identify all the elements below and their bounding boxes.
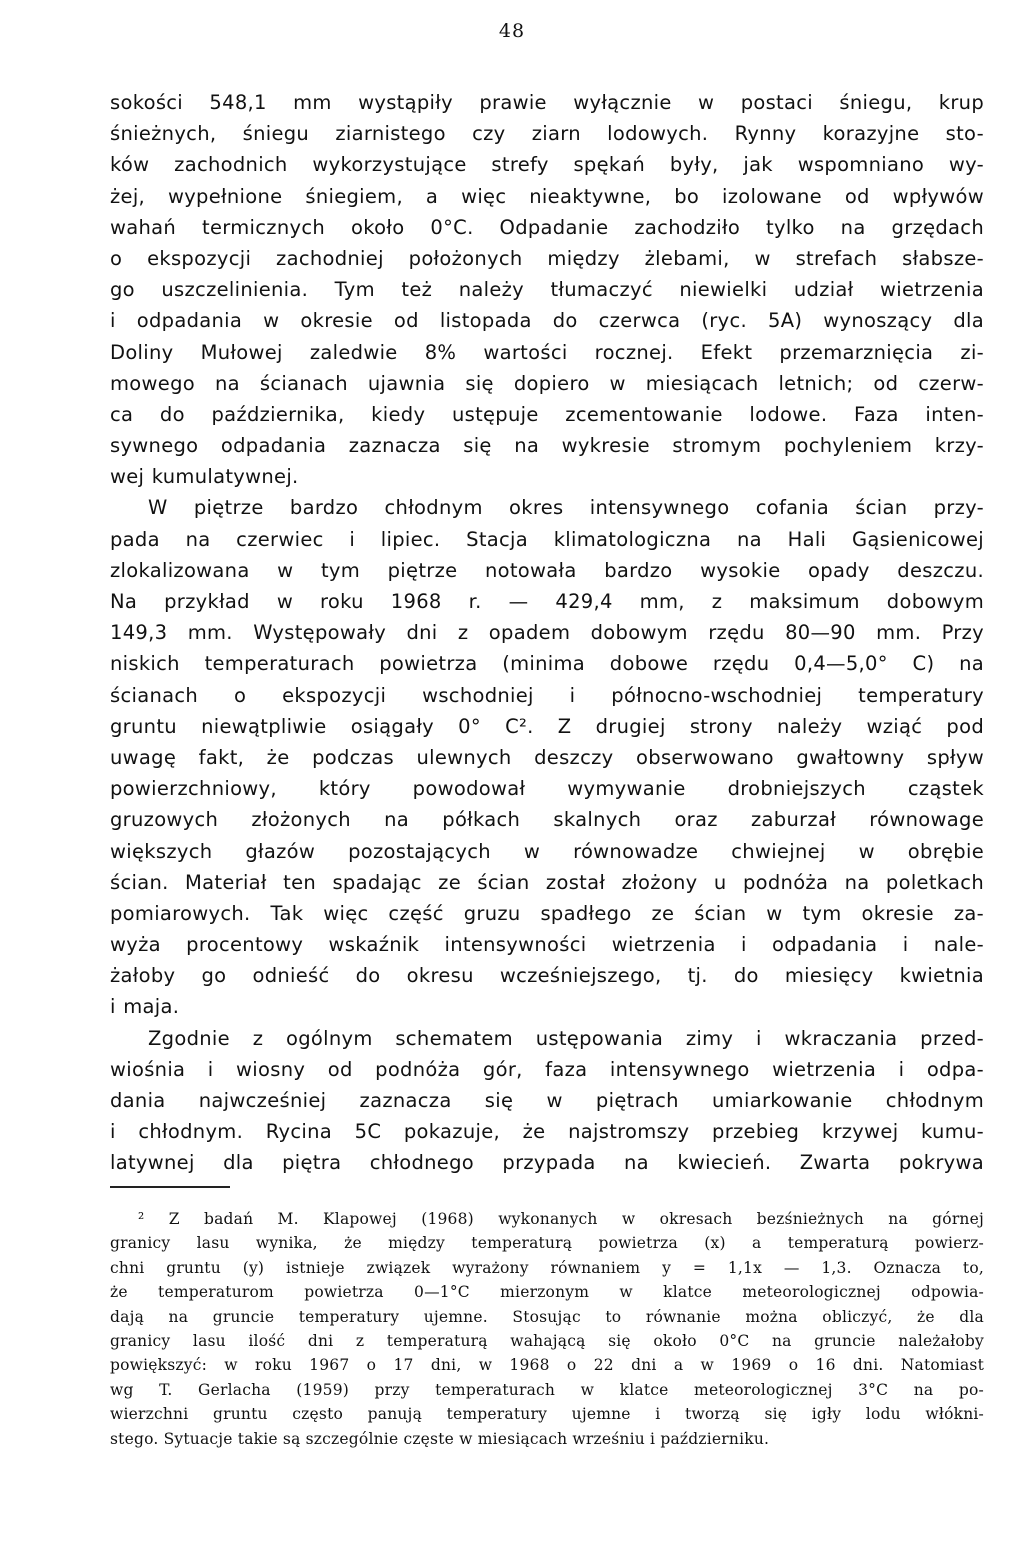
- text-line: i maja.: [110, 995, 180, 1019]
- text-line: żej, wypełnione śniegiem, a więc nieaktywne, bo izolowane od wpływów: [110, 184, 984, 208]
- text-line: W piętrze bardzo chłodnym okres intensywnego cofania ścian przy-: [148, 496, 984, 520]
- footnote-line: wg T. Gerlacha (1959) przy temperaturach w klatce meteorologicznej 3°C na po-: [110, 1380, 984, 1399]
- footnote-line: dają na gruncie temperatury ujemne. Stosując to równanie można obliczyć, że dla: [110, 1307, 984, 1326]
- text-line: ca do października, kiedy ustępuje zcementowanie lodowe. Faza inten-: [110, 402, 984, 426]
- text-line: wiośnia i wiosny od podnóża gór, faza intensywnego wietrzenia i odpa-: [110, 1057, 984, 1081]
- text-line: Na przykład w roku 1968 r. — 429,4 mm, z maksimum dobowym: [110, 590, 984, 613]
- footnote-line: że temperaturom powietrza 0—1°C mierzonym w klatce meteorologicznej odpowia-: [110, 1283, 984, 1302]
- text-line: 149,3 mm. Występowały dni z opadem dobowym rzędu 80—90 mm. Przy: [110, 621, 984, 645]
- text-line: gruzowych złożonych na półkach skalnych oraz zaburzał równowage: [110, 808, 984, 832]
- footnote-line: wierzchni gruntu często panują temperatury ujemne i tworzą się igły lodu włókni-: [110, 1405, 984, 1424]
- text-line: i odpadania w okresie od listopada do czerwca (ryc. 5A) wynoszący dla: [110, 309, 984, 333]
- text-line: ków zachodnich wykorzystujące strefy spękań były, jak wspomniano wy-: [110, 153, 984, 177]
- text-line: sokości 548,1 mm wystąpiły prawie wyłącznie w postaci śniegu, krup: [110, 91, 984, 114]
- text-line: sywnego odpadania zaznacza się na wykresie stromym pochyleniem krzy-: [110, 434, 984, 458]
- text-line: latywnej dla piętra chłodnego przypada na kwiecień. Zwarta pokrywa: [110, 1151, 984, 1175]
- text-line: żałoby go odnieść do okresu wcześniejszego, tj. do miesięcy kwietnia: [110, 964, 984, 988]
- text-line: wahań termicznych około 0°C. Odpadanie zachodziło tylko na grzędach: [110, 215, 984, 239]
- main-text-body: [110, 87, 984, 1179]
- footnote-separator: [110, 1186, 230, 1188]
- text-line: Doliny Mułowej zaledwie 8% wartości rocznej. Efekt przemarznięcia zi-: [110, 340, 984, 364]
- text-line: powierzchniowy, który powodował wymywanie drobniejszych cząstek: [110, 777, 984, 801]
- text-line: pada na czerwiec i lipiec. Stacja klimatologiczna na Hali Gąsienicowej: [110, 527, 984, 551]
- text-line: o ekspozycji zachodniej położonych między żlebami, w strefach słabsze-: [110, 246, 984, 270]
- text-line: Zgodnie z ogólnym schematem ustępowania zimy i wkraczania przed-: [148, 1026, 984, 1050]
- text-line: mowego na ścianach ujawnia się dopiero w miesiącach letnich; od czerw-: [110, 371, 984, 395]
- text-line: śnieżnych, śniegu ziarnistego czy ziarn lodowych. Rynny korazyjne sto-: [110, 122, 984, 146]
- text-line: go uszczelinienia. Tym też należy tłumaczyć niewielki udział wietrzenia: [110, 278, 984, 302]
- text-line: uwagę fakt, że podczas ulewnych deszczy obserwowano gwałtowny spływ: [110, 745, 984, 769]
- footnote-line: granicy lasu ilość dni z temperaturą wahającą się około 0°C na gruncie należałoby: [110, 1331, 984, 1350]
- text-line: dania najwcześniej zaznacza się w piętrach umiarkowanie chłodnym: [110, 1089, 984, 1112]
- page-number: 48: [498, 20, 526, 42]
- text-line: ścianach o ekspozycji wschodniej i północno-wschodniej temperatury: [110, 683, 984, 707]
- text-line: gruntu niewątpliwie osiągały 0° C². Z drugiej strony należy wziąć pod: [110, 714, 984, 738]
- footnote-line: powiększyć: w roku 1967 o 17 dni, w 1968 o 22 dni a w 1969 o 16 dni. Natomiast: [110, 1356, 984, 1375]
- text-line: wej kumulatywnej.: [110, 465, 299, 489]
- text-line: zlokalizowana w tym piętrze notowała bardzo wysokie opady deszczu.: [110, 558, 984, 582]
- footnote-line: chni gruntu (y) istnieje związek wyrażony równaniem y = 1,1x — 1,3. Oznacza to,: [110, 1258, 984, 1277]
- text-line: niskich temperaturach powietrza (minima dobowe rzędu 0,4—5,0° C) na: [110, 652, 984, 676]
- text-line: pomiarowych. Tak więc część gruzu spadłego ze ścian w tym okresie za-: [110, 901, 984, 925]
- text-line: wyża procentowy wskaźnik intensywności wietrzenia i odpadania i nale-: [110, 933, 984, 957]
- text-line: ścian. Materiał ten spadając ze ścian został złożony u podnóża na poletkach: [110, 870, 984, 894]
- footnote-line: granicy lasu wynika, że między temperaturą powietrza (x) a temperaturą powierz-: [110, 1234, 984, 1253]
- footnote: [110, 1207, 984, 1451]
- text-line: większych głazów pozostających w równowadze chwiejnej w obrębie: [110, 839, 984, 863]
- footnote-line: stego. Sytuacje takie są szczególnie częste w miesiącach wrześniu i październiku.: [110, 1429, 770, 1448]
- footnote-line: ² Z badań M. Klapowej (1968) wykonanych w okresach bezśnieżnych na górnej: [138, 1210, 984, 1228]
- text-line: i chłodnym. Rycina 5C pokazuje, że najstromszy przebieg krzywej kumu-: [110, 1120, 984, 1144]
